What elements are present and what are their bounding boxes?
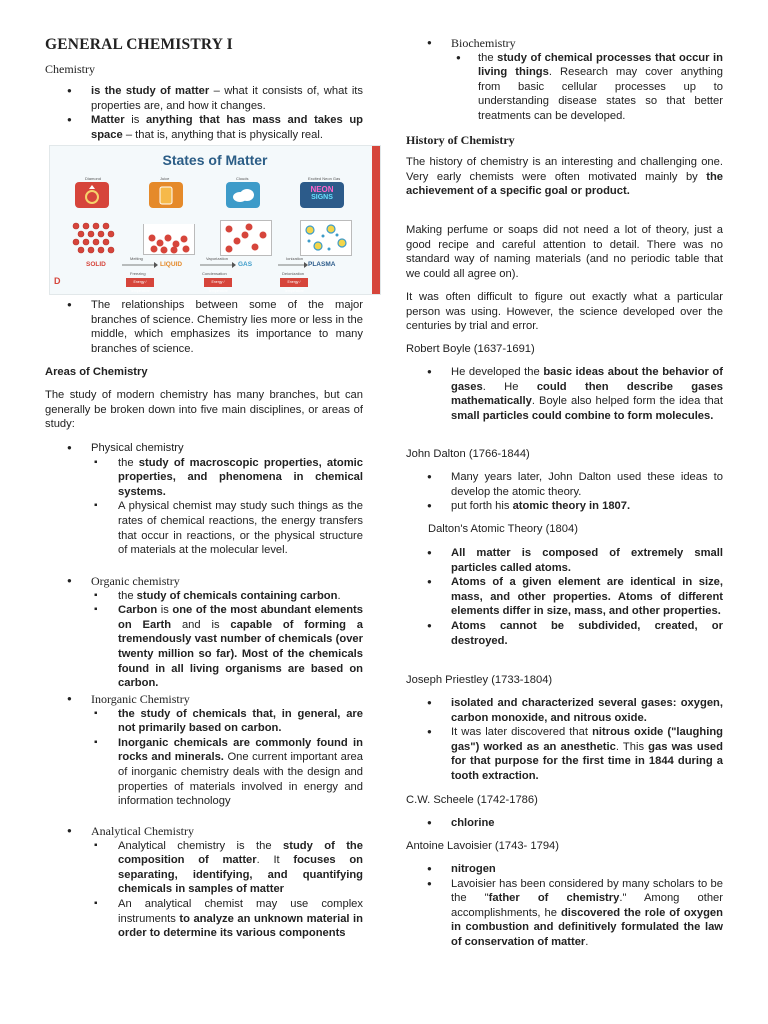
area-biochemistry: ● Biochemistry [406, 36, 723, 51]
history-p3: It was often difficult to figure out exactly what a particular person was using. However, the science developed over the centuries by trial and error. [406, 291, 723, 333]
dalton-list [406, 470, 723, 514]
transition-label: Ionization [286, 256, 304, 261]
state-label: GAS [238, 261, 253, 268]
biochemistry-list [406, 36, 723, 124]
list-item: ● nitrogen [406, 862, 723, 877]
sample-label: Excited Neon Gas [308, 176, 341, 181]
list-item: ● Matter is anything that has mass and takes up space – that is, anything that is physically real. [45, 113, 363, 142]
priestley-list [406, 696, 723, 784]
list-item: ▪ An analytical chemist may use complex instruments to analyze an unknown material in order to determine its various components [45, 897, 363, 941]
arrow-right-icon [122, 262, 158, 268]
neon-word: SIGNS [311, 194, 333, 201]
areas-intro: The study of modern chemistry has many branches, but can generally be broken down into five main disciplines, or areas of study: [45, 389, 363, 431]
list-item: ● Lavoisier has been considered by many scholars to be the "father of chemistry." Among other accomplishments, he discovered the role of oxygen in combustion and definitively formulated the law of conservation of matter. [406, 877, 723, 950]
transition-label: Melting [130, 256, 143, 261]
list-item: ▪ the study of chemicals containing carbon. [45, 589, 363, 604]
organic-list [45, 574, 363, 691]
image-title: States of Matter [162, 152, 268, 168]
scheele-list [406, 816, 723, 831]
dalton-theory-list [406, 546, 723, 648]
state-label: PLASMA [308, 261, 336, 268]
list-item: ● Atoms of a given element are identical in size, mass, and other properties. Atoms of different elements differ in size, mass, and other properties. [406, 575, 723, 619]
list-item: ● It was later discovered that nitrous oxide ("laughing gas") worked as an anesthetic. This gas was used for that purpose for the first time in 1844 during a tooth extraction. [406, 725, 723, 783]
areas-heading: Areas of Chemistry [45, 366, 148, 378]
list-item: ▪ Analytical chemistry is the study of the composition of matter. It focuses on separating, identifying, and quantifying chemicals in samples of matter [45, 839, 363, 897]
state-label: LIQUID [160, 261, 183, 268]
area-organic: ● Organic chemistry [45, 574, 363, 589]
history-p1: The history of chemistry is an interesting and challenging one. Very early chemists were often motivated mainly by the achievement of a specific goal or product. [406, 156, 723, 198]
transition-label: Freezing [130, 271, 146, 276]
transition-label: Deionization [282, 271, 305, 276]
sample-label: Diamond [85, 176, 102, 181]
area-inorganic: ● Inorganic Chemistry [45, 692, 363, 707]
corner-mark: D [54, 276, 61, 286]
transition-label: Condensation [202, 271, 227, 276]
list-item: ● Atoms cannot be subdivided, created, or destroyed. [406, 619, 723, 648]
arrow-right-icon [278, 262, 308, 268]
history-heading: History of Chemistry [406, 133, 515, 147]
boyle-list [406, 365, 723, 423]
list-item: ▪ Inorganic chemicals are commonly found in rocks and minerals. One current important area of inorganic chemistry deals with the design and properties of materials involved in energy and information technology [45, 736, 363, 809]
history-p2: Making perfume or soaps did not need a lot of theory, just a good recipe and careful attention to detail. There was no standard way of naming materials (and no periodic table that we could all agree on). [406, 224, 723, 280]
diamond-ring-icon [75, 182, 109, 208]
energy-arrow-badge: Energy / Temperature [280, 278, 308, 287]
list-item: ▪ the study of chemicals that, in general, are not primarily based on carbon. [45, 707, 363, 736]
image-edge-bar [372, 146, 380, 294]
list-item: ● isolated and characterized several gases: oxygen, carbon monoxide, and nitrous oxide. [406, 696, 723, 725]
list-item: ● The relationships between some of the major branches of science. Chemistry lies more or less in the middle, which emphasizes its importance to many branches of science. [45, 298, 363, 356]
areas-list [45, 441, 363, 558]
intro-list [45, 84, 363, 142]
plasma-container-icon [300, 220, 352, 256]
page-title: GENERAL CHEMISTRY I [45, 36, 233, 53]
list-item: ● Many years later, John Dalton used these ideas to develop the atomic theory. [406, 470, 723, 499]
list-item: ● put forth his atomic theory in 1807. [406, 499, 723, 514]
list-item: ● is the study of matter – what it consists of, what its properties are, and how it changes. [45, 84, 363, 113]
area-analytical: ● Analytical Chemistry [45, 824, 363, 839]
dalton-name: John Dalton (1766-1844) [406, 448, 530, 460]
dalton-theory-heading: Dalton's Atomic Theory (1804) [428, 523, 578, 535]
boyle-name: Robert Boyle (1637-1691) [406, 343, 535, 355]
relationships-list [45, 298, 363, 356]
list-item: ● He developed the basic ideas about the behavior of gases. He could then describe gases mathematically. Boyle also helped form the idea that small particles could combine to form molecules. [406, 365, 723, 423]
neon-word: NEON [310, 185, 334, 194]
list-item: ▪ A physical chemist may study such things as the rates of chemical reactions, the energy transfers that occur in reactions, or the physical structure of materials at the molecular level. [45, 499, 363, 557]
state-label: SOLID [86, 261, 106, 268]
sample-label: Juice [160, 176, 170, 181]
energy-arrow-badge: Energy / Temperature [126, 278, 154, 287]
sample-label: Clouds [236, 176, 249, 181]
list-item: ▪ the study of macroscopic properties, atomic properties, and phenomena in chemical systems. [45, 456, 363, 500]
cloud-icon [226, 182, 260, 208]
juice-glass-icon [149, 182, 183, 208]
liquid-container-icon [143, 224, 195, 255]
transition-label: Vaporization [206, 256, 228, 261]
analytical-list [45, 824, 363, 941]
priestley-name: Joseph Priestley (1733-1804) [406, 674, 553, 686]
gas-container-icon [220, 220, 272, 256]
list-item: ● the study of chemical processes that occur in living things. Research may cover anything from basic cellular processes up to understanding disease states so that better treatments can be developed. [406, 51, 723, 124]
lavoisier-list [406, 862, 723, 950]
inorganic-list [45, 692, 363, 809]
list-item: ● All matter is composed of extremely small particles called atoms. [406, 546, 723, 575]
area-physical: ● Physical chemistry [45, 441, 363, 456]
scheele-name: C.W. Scheele (1742-1786) [406, 794, 538, 806]
arrow-right-icon [200, 262, 236, 268]
energy-arrow-badge: Energy / Temperature [204, 278, 232, 287]
list-item: ● chlorine [406, 816, 723, 831]
states-of-matter-image [49, 145, 381, 295]
solid-lattice-icon [70, 220, 118, 254]
neon-sign-icon [300, 182, 344, 208]
lavoisier-name: Antoine Lavoisier (1743- 1794) [406, 840, 559, 852]
chemistry-label: Chemistry [45, 62, 95, 76]
list-item: ▪ Carbon is one of the most abundant elements on Earth and is capable of forming a tremendously vast number of chemicals (over twenty million so far). Most of the chemicals found in all living organisms are based on carbon. [45, 603, 363, 691]
